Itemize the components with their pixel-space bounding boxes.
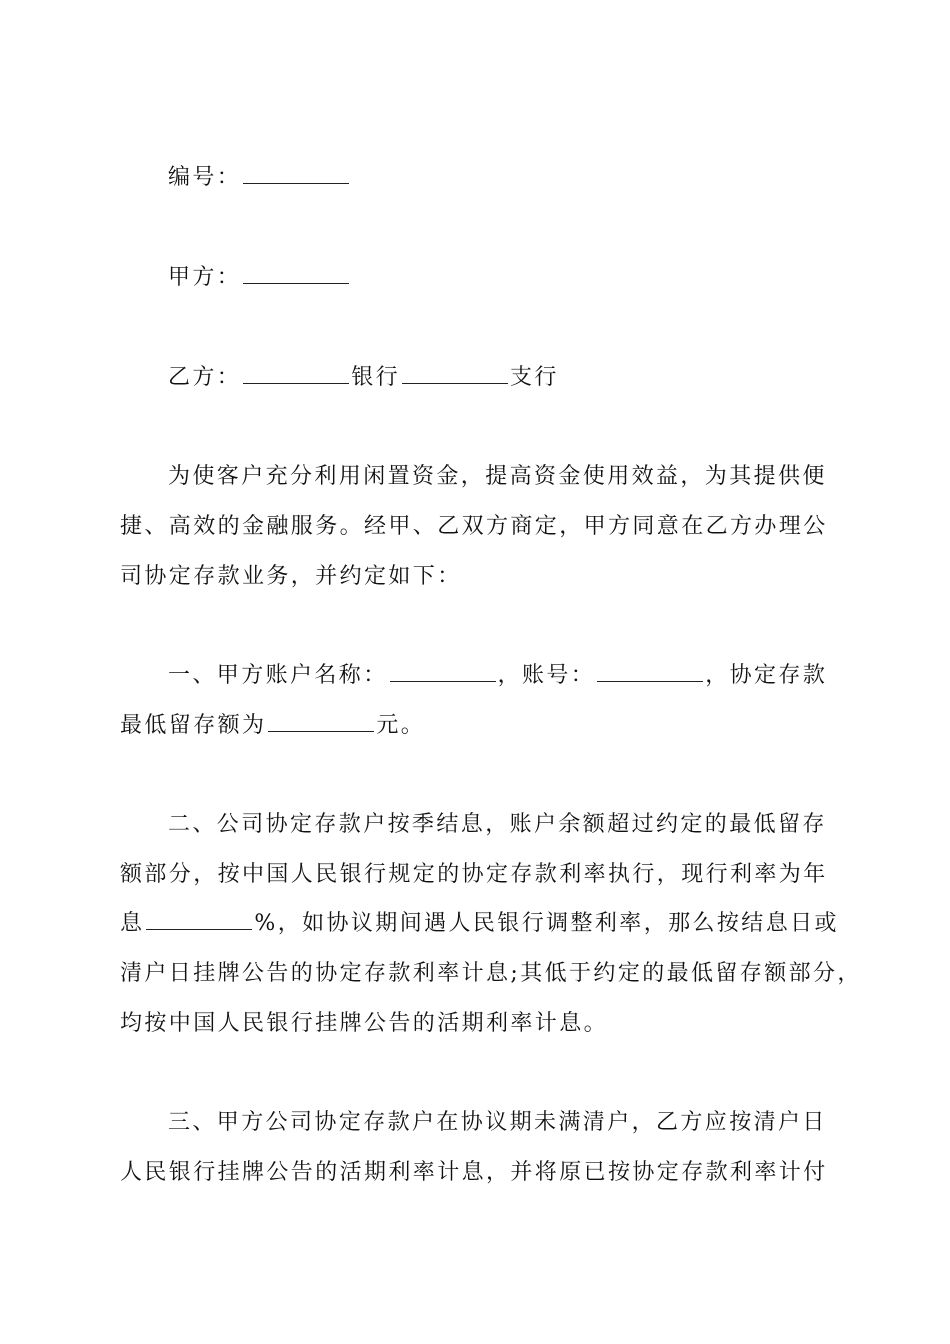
- party-b-bank-blank: [243, 367, 349, 384]
- clause3-line-2: 人民银行挂牌公告的活期利率计息，并将原已按协定存款利率计付: [120, 1160, 828, 1185]
- number-label: 编号：: [168, 165, 242, 190]
- clause2-line-1: 二、公司协定存款户按季结息，账户余额超过约定的最低留存: [168, 812, 827, 837]
- party-a-line: [168, 266, 351, 290]
- number-line: [168, 166, 351, 190]
- intro-line-1: 为使客户充分利用闲置资金，提高资金使用效益，为其提供便: [168, 464, 827, 489]
- clause1-minimum-label: 最低留存额为: [120, 713, 267, 738]
- party-b-branch-blank: [402, 367, 508, 384]
- clause2-line-4: 清户日挂牌公告的协定存款利率计息;其低于约定的最低留存额部分，: [120, 961, 862, 986]
- party-a-label: 甲方：: [168, 265, 242, 290]
- clause2-line-2: 额部分，按中国人民银行规定的协定存款利率执行，现行利率为年: [120, 862, 828, 887]
- intro-line-3: 司协定存款业务，并约定如下：: [120, 564, 462, 589]
- clause1-minimum-blank: [268, 715, 374, 732]
- party-b-branch-text: 支行: [510, 365, 559, 390]
- party-b-label: 乙方：: [168, 365, 242, 390]
- party-b-bank-text: 银行: [351, 365, 401, 390]
- intro-line-2: 捷、高效的金融服务。经甲、乙双方商定，甲方同意在乙方办理公: [120, 514, 828, 539]
- clause1-account-number-blank: [597, 665, 703, 682]
- clause1-agreement-text: ，协定存款: [705, 663, 828, 688]
- party-a-blank: [243, 267, 349, 284]
- clause1-account-number-label: ，账号：: [497, 663, 596, 688]
- clause1-line-1: [168, 664, 827, 688]
- clause3-line-1: 三、甲方公司协定存款户在协议期未满清户，乙方应按清户日: [168, 1110, 827, 1135]
- clause2-rate-text: %，如协议期间遇人民银行调整利率，那么按结息日或: [254, 911, 839, 936]
- clause2-interest-label: 息: [120, 911, 145, 936]
- clause1-line-2: [120, 714, 425, 738]
- party-b-line: [168, 366, 559, 390]
- clause1-yuan-text: 元。: [376, 713, 426, 738]
- clause2-rate-blank: [146, 913, 252, 930]
- clause1-account-name-blank: [390, 665, 496, 682]
- clause1-account-name-label: 一、甲方账户名称：: [168, 663, 388, 688]
- number-blank: [243, 167, 349, 184]
- clause2-line-5: 均按中国人民银行挂牌公告的活期利率计息。: [120, 1011, 609, 1036]
- clause2-line-3: [120, 912, 839, 936]
